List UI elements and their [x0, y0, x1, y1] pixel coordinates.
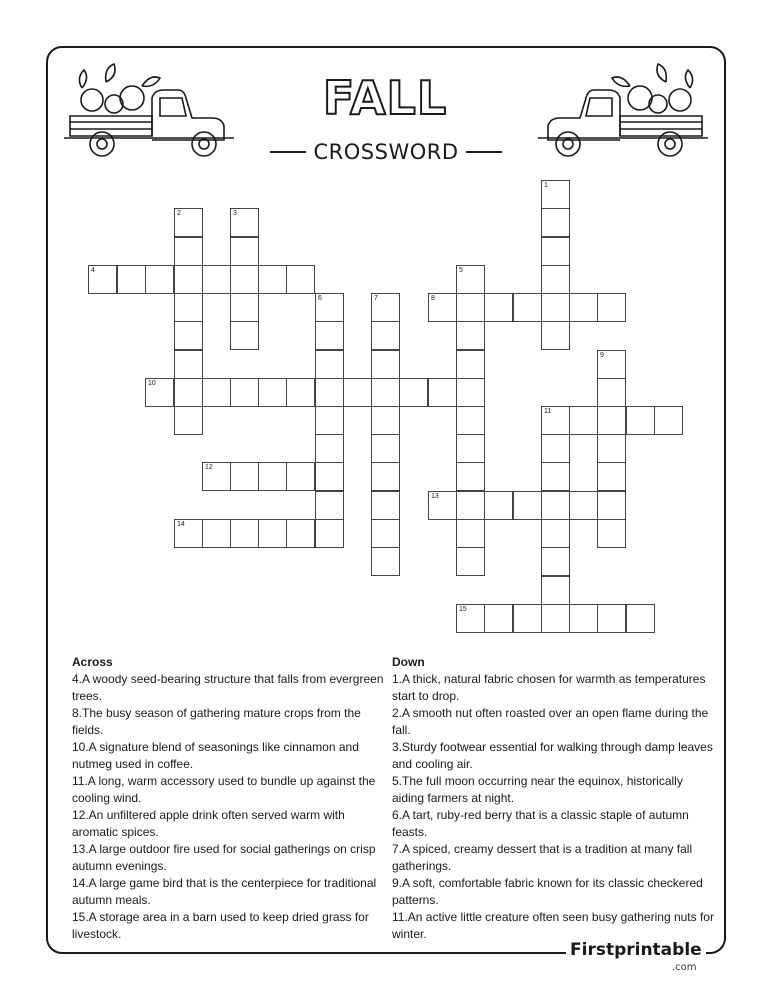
crossword-cell[interactable] — [626, 604, 655, 633]
crossword-cell[interactable] — [484, 293, 513, 322]
crossword-cell[interactable] — [371, 519, 400, 548]
crossword-cell[interactable] — [541, 604, 570, 633]
crossword-cell[interactable] — [371, 378, 400, 407]
crossword-cell[interactable] — [117, 265, 146, 294]
crossword-cell[interactable] — [174, 378, 203, 407]
crossword-cell[interactable] — [597, 491, 626, 520]
across-clue: 10.A signature blend of seasonings like cinnamon and nutmeg used in coffee. — [72, 740, 359, 771]
down-clue: 6.A tart, ruby-red berry that is a classic staple of autumn feasts. — [392, 808, 689, 839]
crossword-cell[interactable] — [597, 604, 626, 633]
crossword-cell[interactable] — [456, 321, 485, 350]
clue-number: 4 — [91, 267, 95, 274]
clue-number: 14 — [177, 521, 185, 528]
crossword-cell-2[interactable] — [174, 208, 203, 237]
down-clue: 3.Sturdy footwear essential for walking through damp leaves and cooling air. — [392, 740, 713, 771]
across-clue: 12.An unfiltered apple drink often served warm with aromatic spices. — [72, 808, 345, 839]
crossword-cell[interactable] — [456, 462, 485, 491]
clue-number: 11 — [544, 408, 552, 415]
clue-number: 6 — [318, 295, 322, 302]
crossword-cell[interactable] — [541, 462, 570, 491]
crossword-cell[interactable] — [541, 321, 570, 350]
crossword-cell[interactable] — [230, 293, 259, 322]
crossword-cell[interactable] — [258, 378, 287, 407]
crossword-cell[interactable] — [202, 265, 231, 294]
page-subtitle: CROSSWORD — [313, 140, 459, 164]
down-clue: 2.A smooth nut often roasted over an open flame during the fall. — [392, 706, 709, 737]
crossword-cell[interactable] — [230, 265, 259, 294]
crossword-cell[interactable] — [513, 604, 542, 633]
crossword-cell[interactable] — [258, 462, 287, 491]
across-clue: 15.A storage area in a barn used to keep dried grass for livestock. — [72, 910, 369, 941]
across-clue: 11.A long, warm accessory used to bundle up against the cooling wind. — [72, 774, 376, 805]
crossword-cell[interactable] — [286, 265, 315, 294]
crossword-cell[interactable] — [145, 265, 174, 294]
crossword-cell[interactable] — [541, 434, 570, 463]
crossword-cell[interactable] — [484, 491, 513, 520]
crossword-cell-1[interactable] — [541, 180, 570, 209]
crossword-cell[interactable] — [513, 491, 542, 520]
across-clue: 13.A large outdoor fire used for social gatherings on crisp autumn evenings. — [72, 842, 376, 873]
crossword-cell[interactable] — [597, 378, 626, 407]
crossword-cell-9[interactable] — [597, 350, 626, 379]
clue-number: 2 — [177, 210, 181, 217]
page-title: FALL — [322, 71, 448, 125]
crossword-cell[interactable] — [541, 576, 570, 605]
down-heading: Down — [392, 655, 425, 669]
crossword-cell[interactable] — [286, 519, 315, 548]
crossword-cell[interactable] — [456, 350, 485, 379]
crossword-cell[interactable] — [315, 378, 344, 407]
crossword-cell[interactable] — [174, 293, 203, 322]
crossword-cell[interactable] — [541, 265, 570, 294]
crossword-cell-8[interactable] — [428, 293, 457, 322]
truck-illustration-left — [62, 58, 237, 163]
crossword-cell-14[interactable] — [174, 519, 203, 548]
across-clue: 14.A large game bird that is the centerpiece for traditional autumn meals. — [72, 876, 377, 907]
crossword-cell[interactable] — [371, 547, 400, 576]
subtitle-rule-left — [270, 151, 306, 153]
crossword-cell[interactable] — [456, 378, 485, 407]
crossword-cell-6[interactable] — [315, 293, 344, 322]
brand-domain: .com — [672, 962, 697, 973]
crossword-cell[interactable] — [371, 462, 400, 491]
crossword-cell[interactable] — [456, 519, 485, 548]
crossword-cell-4[interactable] — [88, 265, 117, 294]
crossword-cell[interactable] — [230, 321, 259, 350]
crossword-cell-3[interactable] — [230, 208, 259, 237]
down-clue: 7.A spiced, creamy dessert that is a tradition at many fall gatherings. — [392, 842, 693, 873]
crossword-cell[interactable] — [597, 434, 626, 463]
crossword-cell[interactable] — [541, 547, 570, 576]
crossword-cell[interactable] — [371, 491, 400, 520]
crossword-cell[interactable] — [343, 378, 372, 407]
crossword-cell[interactable] — [513, 293, 542, 322]
crossword-cell[interactable] — [541, 519, 570, 548]
down-clue: 9.A soft, comfortable fabric known for its classic checkered patterns. — [392, 876, 703, 907]
crossword-cell-5[interactable] — [456, 265, 485, 294]
crossword-cell[interactable] — [626, 406, 655, 435]
down-clue: 11.An active little creature often seen busy gathering nuts for winter. — [392, 910, 714, 941]
crossword-cell[interactable] — [371, 321, 400, 350]
crossword-cell[interactable] — [456, 406, 485, 435]
crossword-cell[interactable] — [315, 350, 344, 379]
across-clue: 8.The busy season of gathering mature crops from the fields. — [72, 706, 361, 737]
crossword-cell[interactable] — [428, 378, 457, 407]
subtitle-rule-right — [466, 151, 502, 153]
clue-number: 7 — [374, 295, 378, 302]
crossword-cell[interactable] — [597, 519, 626, 548]
across-heading: Across — [72, 655, 113, 669]
crossword-cell[interactable] — [569, 604, 598, 633]
crossword-cell[interactable] — [286, 462, 315, 491]
crossword-cell[interactable] — [202, 378, 231, 407]
clue-number: 10 — [148, 380, 156, 387]
crossword-cell[interactable] — [202, 519, 231, 548]
crossword-cell[interactable] — [315, 491, 344, 520]
crossword-cell[interactable] — [456, 491, 485, 520]
crossword-cell[interactable] — [399, 378, 428, 407]
down-clues — [392, 654, 714, 943]
crossword-cell[interactable] — [258, 519, 287, 548]
across-clue: 4.A woody seed-bearing structure that falls from evergreen trees. — [72, 672, 384, 703]
crossword-cell-11[interactable] — [541, 406, 570, 435]
crossword-cell[interactable] — [174, 350, 203, 379]
crossword-cell[interactable] — [569, 406, 598, 435]
crossword-cell-13[interactable] — [428, 491, 457, 520]
crossword-cell[interactable] — [597, 293, 626, 322]
crossword-cell[interactable] — [371, 406, 400, 435]
crossword-cell[interactable] — [456, 293, 485, 322]
clue-number: 15 — [459, 606, 467, 613]
crossword-cell[interactable] — [230, 462, 259, 491]
clue-number: 13 — [431, 493, 439, 500]
truck-illustration-right — [535, 58, 710, 163]
crossword-cell[interactable] — [230, 378, 259, 407]
crossword-cell-7[interactable] — [371, 293, 400, 322]
crossword-cell[interactable] — [456, 434, 485, 463]
crossword-cell[interactable] — [597, 462, 626, 491]
crossword-cell[interactable] — [174, 321, 203, 350]
brand-logo: Firstprintable — [566, 940, 706, 960]
clue-number: 9 — [600, 352, 604, 359]
clue-number: 8 — [431, 295, 435, 302]
crossword-cell[interactable] — [315, 434, 344, 463]
down-clue: 1.A thick, natural fabric chosen for warmth as temperatures start to drop. — [392, 672, 706, 703]
crossword-cell[interactable] — [371, 434, 400, 463]
across-clues — [72, 654, 384, 943]
crossword-cell[interactable] — [484, 604, 513, 633]
crossword-cell[interactable] — [286, 378, 315, 407]
clue-number: 12 — [205, 464, 213, 471]
clue-number: 1 — [544, 182, 548, 189]
crossword-cell[interactable] — [174, 265, 203, 294]
crossword-cell[interactable] — [541, 491, 570, 520]
down-clue: 5.The full moon occurring near the equinox, historically aiding farmers at night. — [392, 774, 683, 805]
clue-number: 5 — [459, 267, 463, 274]
subtitle-row — [270, 138, 502, 166]
crossword-cell[interactable] — [654, 406, 683, 435]
crossword-cell-12[interactable] — [202, 462, 231, 491]
crossword-cell[interactable] — [315, 519, 344, 548]
crossword-cell[interactable] — [569, 293, 598, 322]
crossword-cell[interactable] — [258, 265, 287, 294]
crossword-cell[interactable] — [569, 491, 598, 520]
crossword-cell-10[interactable] — [145, 378, 174, 407]
crossword-cell[interactable] — [371, 350, 400, 379]
crossword-cell[interactable] — [541, 208, 570, 237]
clue-number: 3 — [233, 210, 237, 217]
crossword-cell[interactable] — [315, 406, 344, 435]
crossword-cell[interactable] — [230, 519, 259, 548]
crossword-cell[interactable] — [597, 406, 626, 435]
crossword-cell-15[interactable] — [456, 604, 485, 633]
crossword-cell[interactable] — [541, 293, 570, 322]
crossword-cell[interactable] — [456, 547, 485, 576]
crossword-cell[interactable] — [541, 237, 570, 266]
crossword-cell[interactable] — [174, 406, 203, 435]
crossword-cell[interactable] — [315, 321, 344, 350]
crossword-cell[interactable] — [174, 237, 203, 266]
crossword-cell[interactable] — [315, 462, 344, 491]
crossword-cell[interactable] — [230, 237, 259, 266]
